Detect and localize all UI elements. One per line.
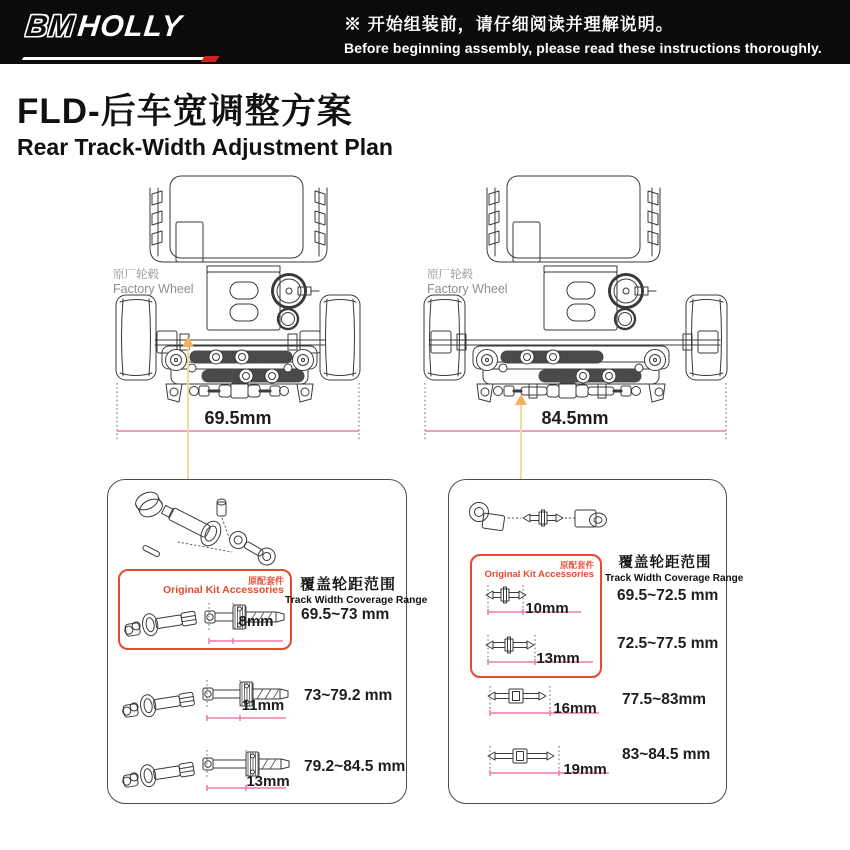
- coverage-header-cn: 覆盖轮距范围: [299, 576, 396, 593]
- callout-arrow-right: [515, 394, 527, 405]
- assembly-notice: [344, 10, 822, 56]
- track-width-value-right: 84.5mm: [541, 408, 609, 428]
- coverage-range-row3: 79.2~84.5 mm: [304, 758, 406, 775]
- kit-label-en: Original Kit Accessories: [484, 569, 594, 580]
- original-kit-box-right: [470, 554, 602, 678]
- factory-wheel-label-left-en: Factory Wheel: [113, 282, 194, 297]
- logo-red-accent: [201, 56, 220, 62]
- kit-label-cn: 原配套件: [247, 576, 284, 586]
- brand-logo: [24, 10, 184, 44]
- logo-underline: [22, 57, 206, 60]
- track-width-value-left: 69.5mm: [204, 408, 272, 428]
- original-kit-box-left: [118, 569, 292, 650]
- coverage-range-header-left: [285, 573, 428, 606]
- coverage-range-row1: 69.5~73 mm: [301, 606, 390, 623]
- logo-bm-text: BM: [24, 10, 77, 43]
- coverage-header-en: Track Width Coverage Range: [605, 573, 744, 584]
- factory-wheel-label-left: [113, 268, 194, 298]
- factory-wheel-label-left-cn: 原厂轮毂: [113, 269, 159, 281]
- linkage-options-panel: [448, 479, 744, 804]
- coverage-header-cn: 覆盖轮距范围: [618, 555, 712, 571]
- page-title-chinese: FLD-后车宽调整方案: [17, 92, 353, 131]
- coverage-range-row4: 83~84.5 mm: [622, 746, 711, 763]
- coverage-header-en: Track Width Coverage Range: [285, 595, 428, 606]
- link-size-row2: 13mm: [536, 650, 580, 667]
- callout-line-left: [187, 347, 189, 479]
- factory-wheel-label-right-en: Factory Wheel: [427, 282, 508, 297]
- logo-holly-text: HOLLY: [75, 10, 184, 43]
- link-size-row3: 16mm: [553, 700, 597, 717]
- header-bar: [0, 0, 850, 64]
- notice-english: Before beginning assembly, please read these instructions thoroughly.: [344, 40, 822, 56]
- shaft-size-row2: 11mm: [241, 697, 285, 714]
- driveshaft-icon-row1: [122, 597, 200, 645]
- driveshaft-icon-row2: [120, 678, 198, 726]
- callout-arrow-left: [182, 336, 194, 347]
- factory-wheel-label-right: [427, 268, 508, 298]
- link-size-row4: 19mm: [563, 761, 607, 778]
- chassis-diagram-narrow: [100, 188, 380, 448]
- notice-chinese: ※ 开始组装前，请仔细阅读并理解说明。: [344, 15, 674, 34]
- page-title-english: Rear Track-Width Adjustment Plan: [17, 134, 393, 160]
- factory-wheel-label-right-cn: 原厂轮毂: [427, 269, 473, 281]
- callout-line-right: [520, 405, 522, 479]
- coverage-range-header-right: [605, 551, 744, 584]
- coverage-range-row2: 72.5~77.5 mm: [617, 635, 719, 652]
- kit-label-en: Original Kit Accessories: [163, 584, 284, 596]
- coverage-range-row1: 69.5~72.5 mm: [617, 587, 719, 604]
- shaft-size-row3: 13mm: [246, 773, 290, 790]
- coverage-range-row3: 77.5~83mm: [622, 691, 707, 708]
- link-size-row1: 10mm: [525, 600, 569, 617]
- exploded-link-parts: [463, 496, 623, 548]
- exploded-driveshaft-parts: [116, 486, 296, 568]
- chassis-diagram-wide: [415, 188, 735, 448]
- driveshaft-icon-row3: [120, 748, 198, 796]
- driveshaft-options-panel: [107, 479, 428, 804]
- shaft-size-row1: 8mm: [238, 613, 274, 630]
- kit-label-cn: 原配套件: [559, 560, 594, 570]
- coverage-range-row2: 73~79.2 mm: [304, 687, 393, 704]
